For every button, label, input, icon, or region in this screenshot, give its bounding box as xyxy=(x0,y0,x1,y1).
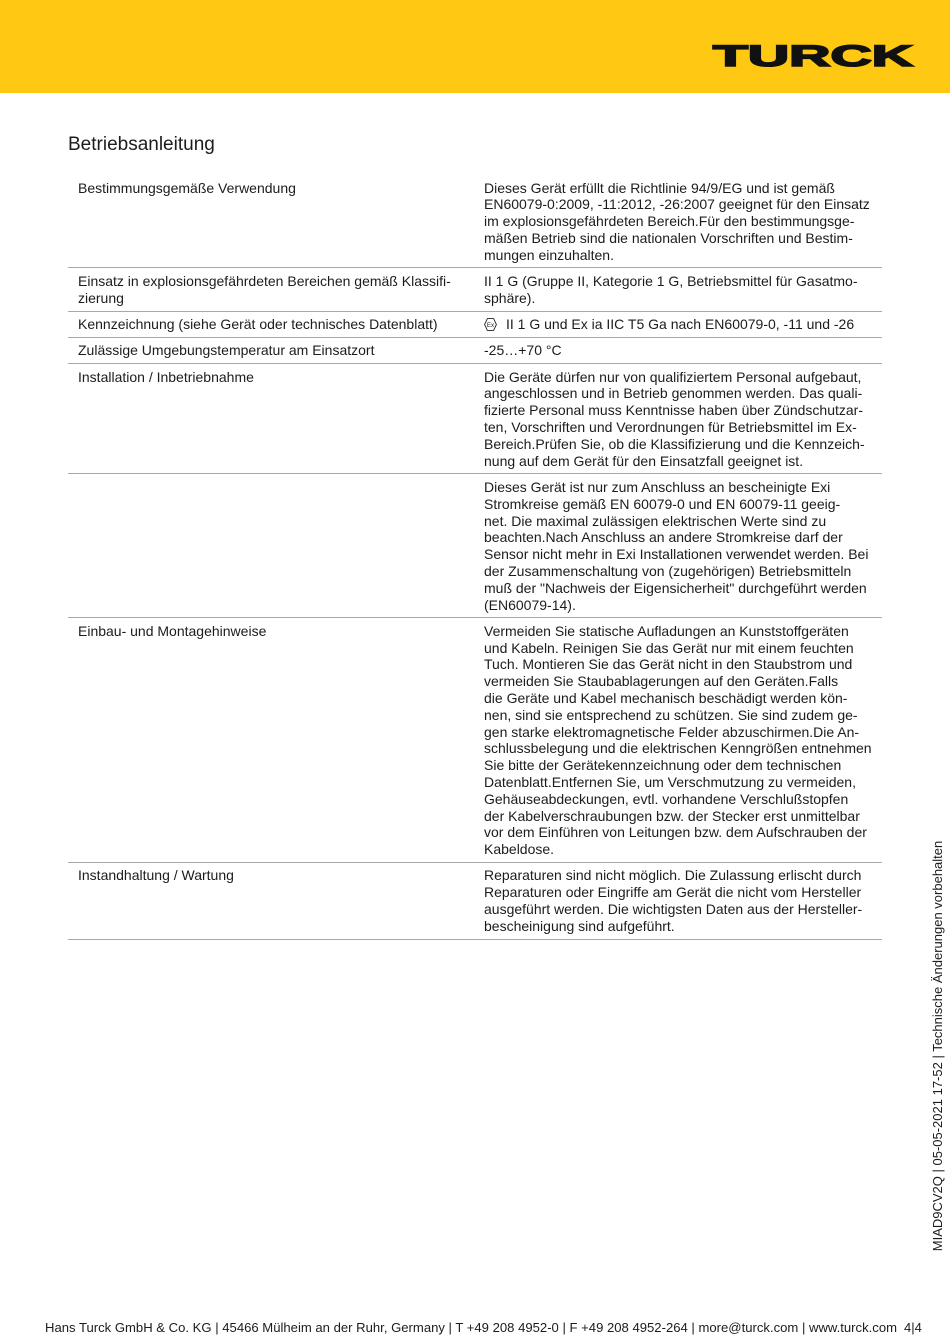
marking-text: II 1 G und Ex ia IIC T5 Ga nach EN60079-0, -11 und -26 xyxy=(506,316,855,333)
value-line: vor dem Einführen von Leitungen bzw. dem Aufschrauben der xyxy=(484,824,867,841)
value-line: EN60079-0:2009, -11:2012, -26:2007 geeignet für den Einsatz xyxy=(484,196,870,213)
table-row xyxy=(68,618,882,863)
value-line: Reparaturen oder Eingriffe am Gerät die nicht vom Hersteller xyxy=(484,884,862,901)
value-line: Tuch. Montieren Sie das Gerät nicht in den Staubstrom und xyxy=(484,656,853,673)
value-line: Gehäuseabdeckungen, evtl. vorhandene Verschlußstopfen xyxy=(484,790,849,807)
table-row xyxy=(68,312,882,338)
value-line: Reparaturen sind nicht möglich. Die Zulassung erlischt durch xyxy=(484,867,862,884)
logo-text: TURCK xyxy=(713,40,914,73)
value-line: Kabeldose. xyxy=(484,841,555,858)
row-value xyxy=(474,618,882,862)
value-line: sphäre). xyxy=(484,289,536,306)
page-number: 4|4 xyxy=(904,1320,922,1335)
value-line: vermeiden Sie Staubablagerungen auf den Geräten.Falls xyxy=(484,673,839,690)
value-line: Sensor nicht mehr in Exi Installationen verwendet werden. Bei xyxy=(484,546,869,563)
label-line: Einsatz in explosionsgefährdeten Bereichen gemäß Klassifi- xyxy=(78,272,451,289)
row-value xyxy=(474,863,882,939)
row-value xyxy=(474,175,882,267)
value-line: fizierte Personal muss Kenntnisse haben über Zündschutzar- xyxy=(484,402,863,419)
value-line: bescheinigung sind aufgeführt. xyxy=(484,917,675,934)
value-line: (EN60079-14). xyxy=(484,596,576,613)
label-line: Installation / Inbetriebnahme xyxy=(78,368,254,385)
instruction-table xyxy=(68,175,882,940)
row-label xyxy=(68,268,474,310)
label-line: Bestimmungsgemäße Verwendung xyxy=(78,179,296,196)
value-line: schlussbelegung und die elektrischen Kenngrößen entnehmen xyxy=(484,740,872,757)
value-line: der Zusammenschaltung von (zugehörigen) Betriebsmitteln xyxy=(484,562,852,579)
value-line: Sie bitte der Gerätekennzeichnung oder dem technischen xyxy=(484,757,842,774)
value-line: Die Geräte dürfen nur von qualifiziertem Personal aufgebaut, xyxy=(484,368,862,385)
value-line: Dieses Gerät ist nur zum Anschluss an bescheinigte Exi xyxy=(484,478,831,495)
value-line: II 1 G (Gruppe II, Kategorie 1 G, Betriebsmittel für Gasatmo- xyxy=(484,272,858,289)
value-line: ausgeführt werden. Die wichtigsten Daten aus der Hersteller- xyxy=(484,901,863,918)
value-line: der Kabelverschraubungen bzw. der Stecker erst unmittelbar xyxy=(484,807,860,824)
value-line: mungen einzuhalten. xyxy=(484,246,614,263)
value-line: angeschlossen und in Betrieb genommen werden. Das quali- xyxy=(484,385,863,402)
value-line: gen starke elektromagnetische Felder abzuschirmen.Die An- xyxy=(484,723,860,740)
row-label xyxy=(68,175,474,267)
svg-text:Ex: Ex xyxy=(486,321,495,329)
label-line: Instandhaltung / Wartung xyxy=(78,867,234,884)
turck-logo xyxy=(706,38,921,74)
row-value xyxy=(474,364,882,473)
row-value xyxy=(474,312,882,337)
value-line: im explosionsgefährdeten Bereich.Für den bestimmungsge- xyxy=(484,213,855,230)
row-value xyxy=(474,338,882,363)
footer xyxy=(0,1316,950,1340)
header-band xyxy=(0,0,950,93)
side-note: MIAD9CV2Q | 05-05-2021 17-52 | Technische Änderungen vorbehalten xyxy=(930,840,945,1252)
value-line: Vermeiden Sie statische Aufladungen an Kunststoffgeräten xyxy=(484,622,849,639)
value-line: nung auf dem Gerät für den Einsatzfall geeignet ist. xyxy=(484,452,804,469)
value-line: ten, Vorschriften und Verordnungen für Betriebsmittel im Ex- xyxy=(484,419,857,436)
value-line: Datenblatt.Entfernen Sie, um Verschmutzung zu vermeiden, xyxy=(484,774,856,790)
value-line: mäßen Betrieb sind die nationalen Vorschriften und Bestim- xyxy=(484,229,853,246)
label-line: Einbau- und Montagehinweise xyxy=(78,622,267,639)
value-line: Dieses Gerät erfüllt die Richtlinie 94/9/EG und ist gemäß xyxy=(484,179,835,196)
label-line: zierung xyxy=(78,289,124,306)
value-line: beachten.Nach Anschluss an andere Stromkreise darf der xyxy=(484,529,843,546)
table-row xyxy=(68,474,882,618)
row-label xyxy=(68,312,474,337)
footer-text: Hans Turck GmbH & Co. KG | 45466 Mülheim an der Ruhr, Germany | T +49 208 4952-0 | F +49 208 4952-264 | more@turck.com | www.turck.com xyxy=(45,1320,898,1335)
value-line: nen, sind sie entsprechend zu schützen. Sie sind zudem ge- xyxy=(484,706,858,723)
value-line: -25…+70 °C xyxy=(484,342,562,359)
row-label xyxy=(68,364,474,473)
value-line xyxy=(484,316,882,333)
row-label xyxy=(68,618,474,862)
row-label xyxy=(68,338,474,363)
ex-mark-icon xyxy=(484,318,497,331)
label-line: Zulässige Umgebungstemperatur am Einsatzort xyxy=(78,342,375,359)
value-line: muß der "Nachweis der Eigensicherheit" durchgeführt werden xyxy=(484,579,867,596)
table-row xyxy=(68,338,882,364)
row-value xyxy=(474,268,882,310)
label-line: Kennzeichnung (siehe Gerät oder technisches Datenblatt) xyxy=(78,316,438,333)
value-line: Stromkreise gemäß EN 60079-0 und EN 60079-11 geeig- xyxy=(484,495,841,512)
table-row xyxy=(68,364,882,474)
table-row xyxy=(68,175,882,268)
table-row xyxy=(68,268,882,311)
row-value xyxy=(474,474,882,617)
row-label xyxy=(68,474,474,617)
value-line: Bereich.Prüfen Sie, ob die Klassifizierung und die Kennzeich- xyxy=(484,435,865,452)
page-title: Betriebsanleitung xyxy=(68,134,215,155)
value-line: die Geräte und Kabel mechanisch beschädigt werden kön- xyxy=(484,690,848,707)
row-label xyxy=(68,863,474,939)
table-row xyxy=(68,863,882,940)
value-line: und Kabeln. Reinigen Sie das Gerät nur mit einem feuchten xyxy=(484,639,854,656)
value-line: net. Die maximal zulässigen elektrischen Werte sind zu xyxy=(484,512,827,529)
